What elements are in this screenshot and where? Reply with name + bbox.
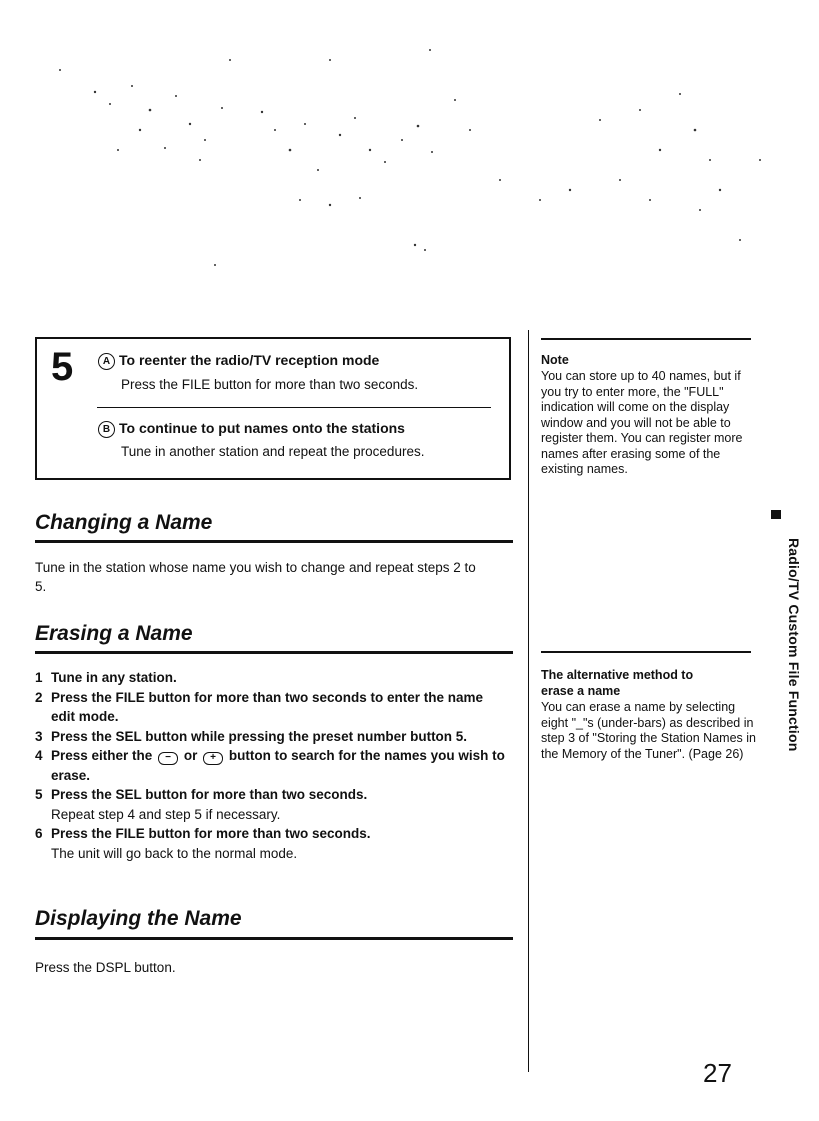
column-divider bbox=[528, 330, 529, 1072]
minus-button-icon: − bbox=[158, 752, 178, 765]
list-item: 6 Press the FILE button for more than two seconds. The unit will go back to the normal mode. bbox=[35, 826, 371, 861]
note-text: You can store up to 40 names, but if you try to enter more, the "FULL" indication will come on the display window and you will not be able to register them. You can register more names after erasing some of the existing names. bbox=[541, 369, 743, 476]
option-a-marker: A bbox=[98, 353, 115, 370]
list-item: 2 Press the FILE button for more than two seconds to enter the name edit mode. bbox=[35, 689, 484, 724]
note-title: Note bbox=[541, 353, 569, 367]
option-b-heading: B To continue to put names onto the stations bbox=[98, 420, 405, 438]
list-item: 5 Press the SEL button for more than two seconds. Repeat step 4 and step 5 if necessary. bbox=[35, 787, 368, 822]
page-number: 27 bbox=[703, 1058, 732, 1088]
list-item: 3 Press the SEL button while pressing the preset number button 5. bbox=[35, 728, 468, 744]
step-number: 5 bbox=[51, 345, 74, 389]
displaying-title: Displaying the Name bbox=[35, 907, 242, 930]
alt-method-text: You can erase a name by selecting eight "_"s (under-bars) as described in step 3 of "Storing the Station Names in the Memory of the Tuner". (Page 26) bbox=[541, 700, 756, 761]
step-box-divider bbox=[97, 407, 491, 408]
plus-button-icon: + bbox=[203, 752, 223, 765]
section-tab-marker bbox=[771, 510, 781, 519]
displaying-text: Press the DSPL button. bbox=[35, 960, 176, 975]
option-a-text: Press the FILE button for more than two seconds. bbox=[121, 377, 419, 392]
changing-text: Tune in the station whose name you wish to change and repeat steps 2 to 5. bbox=[35, 560, 476, 594]
option-b-text: Tune in another station and repeat the procedures. bbox=[121, 444, 425, 459]
alt-method-title: The alternative method to erase a name bbox=[541, 668, 694, 698]
erasing-title: Erasing a Name bbox=[35, 622, 193, 645]
changing-rule bbox=[35, 540, 513, 543]
erasing-steps bbox=[35, 668, 505, 863]
alt-method-rule bbox=[541, 651, 751, 653]
list-item: 1 Tune in any station. bbox=[35, 670, 177, 685]
scan-noise bbox=[0, 0, 819, 300]
side-section-label: Radio/TV Custom File Function bbox=[786, 538, 802, 752]
step-5-box bbox=[35, 337, 511, 480]
option-b-marker: B bbox=[98, 421, 115, 438]
changing-title: Changing a Name bbox=[35, 511, 213, 534]
note-rule bbox=[541, 338, 751, 340]
list-item: 4 Press either the − or + button to search for the names you wish to erase. bbox=[35, 748, 505, 783]
displaying-rule bbox=[35, 937, 513, 940]
erasing-rule bbox=[35, 651, 513, 654]
option-a-heading: A To reenter the radio/TV reception mode bbox=[98, 352, 379, 370]
